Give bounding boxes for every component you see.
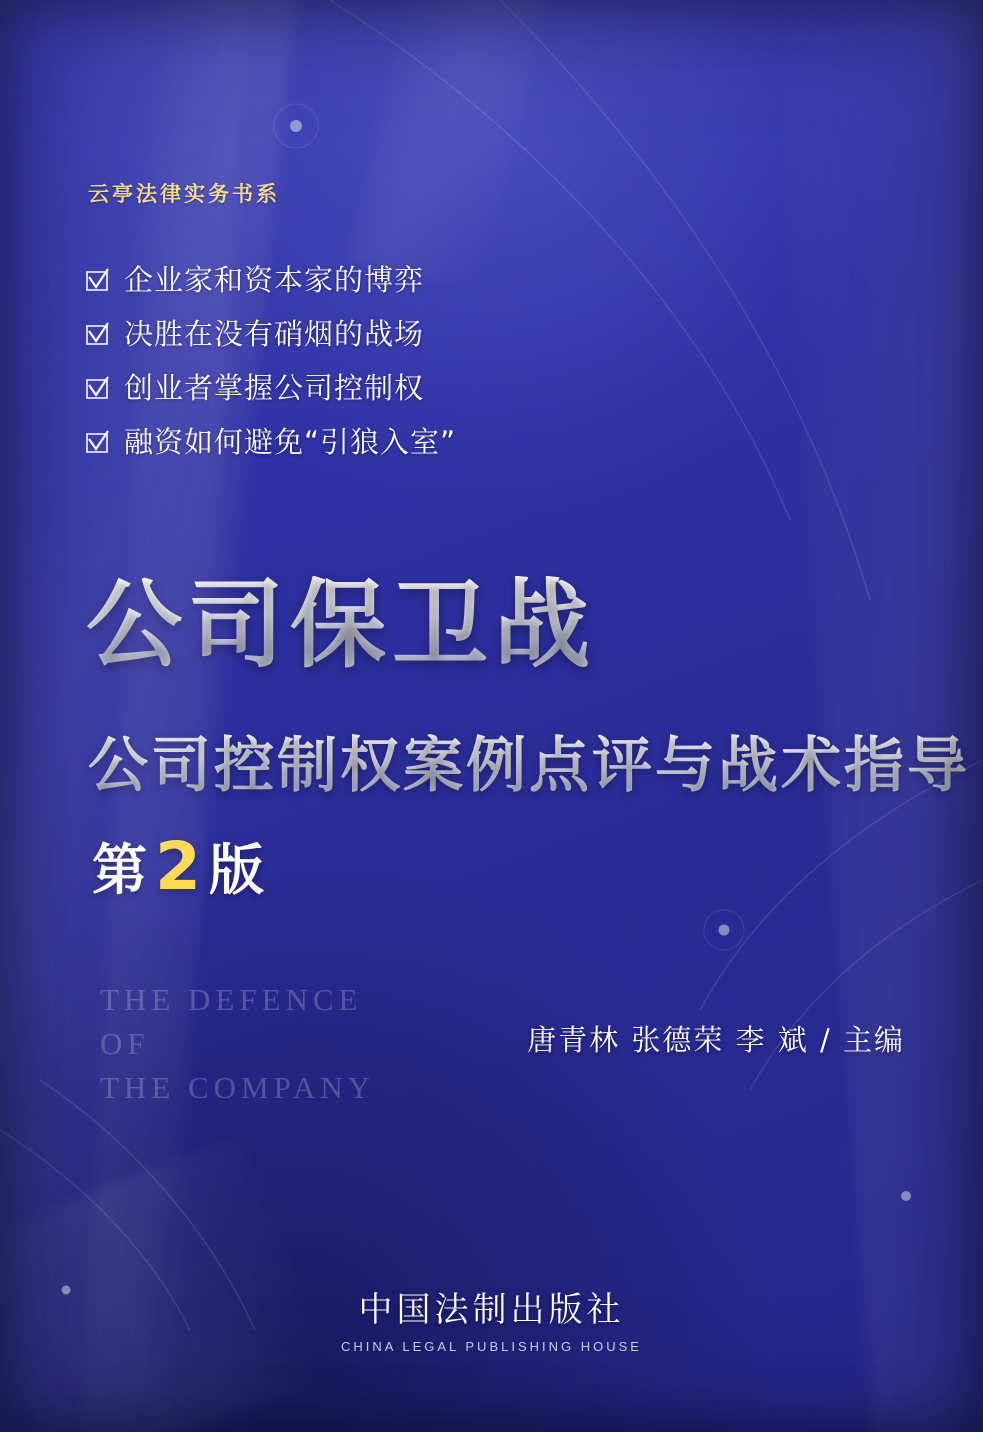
english-title	[100, 978, 375, 1110]
book-subtitle: 公司控制权案例点评与战术指导	[88, 718, 970, 804]
edition-prefix: 第	[92, 838, 150, 902]
book-title: 公司保卫战	[86, 569, 596, 681]
list-item-label: 融资如何避免“引狼入室”	[124, 425, 457, 459]
checkbox-icon	[84, 322, 110, 348]
series-label: 云亭法律实务书系	[88, 182, 280, 206]
publisher-name-cn: 中国法制出版社	[358, 1290, 625, 1330]
list-item	[84, 366, 704, 407]
english-title-line-2: OF	[100, 1026, 150, 1062]
publisher	[0, 1282, 983, 1354]
edition-number: 2	[155, 828, 203, 905]
edition-suffix: 版	[208, 838, 266, 902]
plastic-wrap-sheen	[80, 0, 251, 1432]
list-item-label: 企业家和资本家的博弈	[124, 263, 425, 297]
checkbox-icon	[84, 376, 110, 402]
selling-points-list	[84, 258, 704, 474]
authors: 唐青林 张德荣 李 斌 / 主编	[527, 1023, 905, 1057]
plastic-wrap-sheen	[0, 0, 298, 1432]
list-item	[84, 312, 704, 353]
english-title-line-1: THE DEFENCE	[100, 982, 363, 1017]
edition-badge	[92, 826, 266, 905]
plastic-wrap-sheen	[348, 0, 551, 291]
list-item-label: 创业者掌握公司控制权	[124, 371, 425, 405]
list-item-label: 决胜在没有硝烟的战场	[124, 317, 425, 351]
list-item	[84, 420, 704, 461]
plastic-wrap-sheen	[770, 0, 983, 1432]
english-title-line-3: THE COMPANY	[100, 1070, 376, 1106]
checkbox-icon	[84, 268, 110, 294]
checkbox-icon	[84, 430, 110, 456]
list-item	[84, 258, 704, 299]
publisher-name-en: CHINA LEGAL PUBLISHING HOUSE	[341, 1339, 642, 1354]
